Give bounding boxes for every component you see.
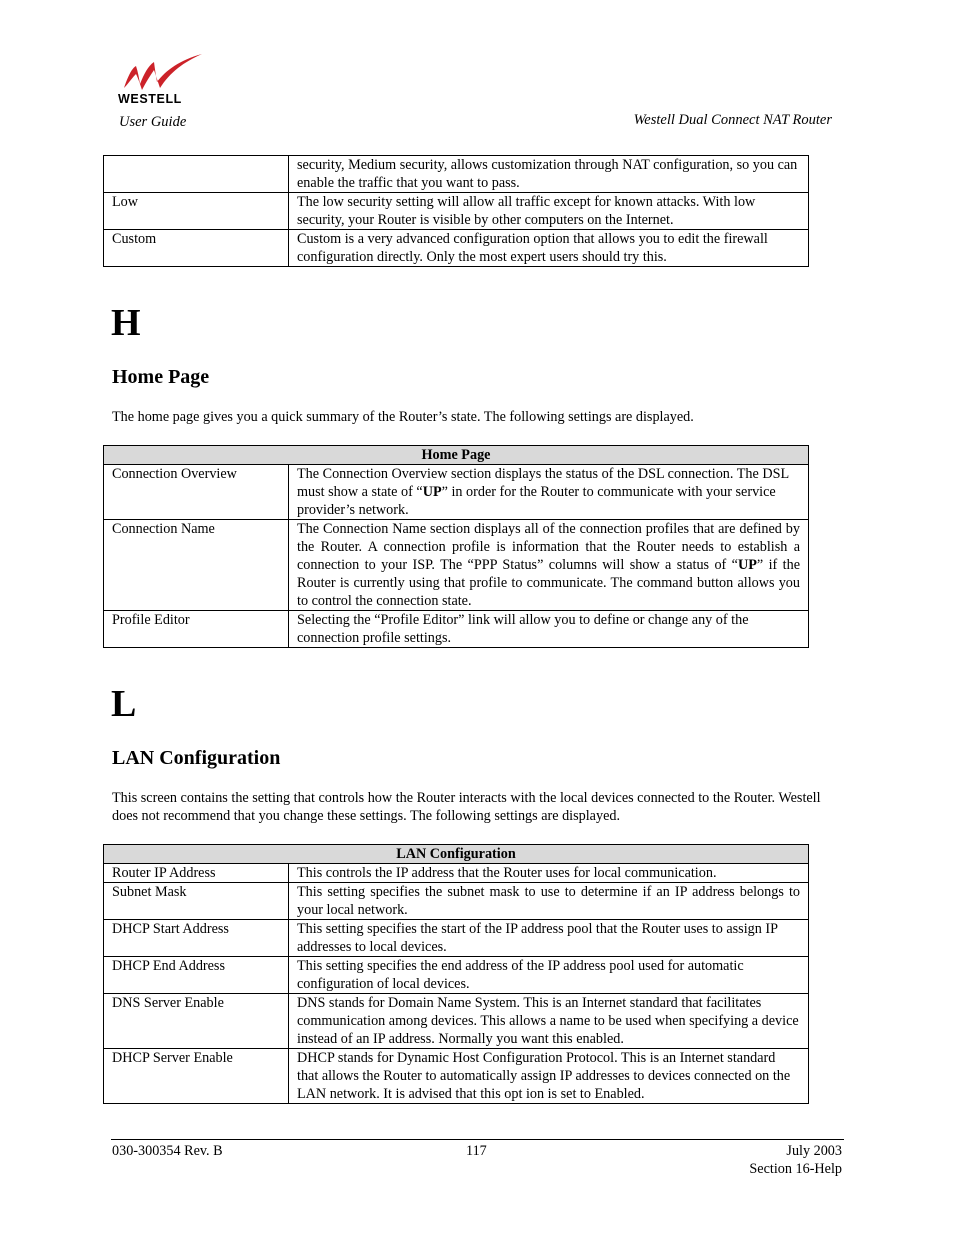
table-row <box>104 883 809 920</box>
footer-date: July 2003 <box>786 1143 842 1159</box>
table-row <box>104 611 809 648</box>
description-cell: This setting specifies the start of the IP address pool that the Router uses to assign IP addresses to local devices. <box>289 920 809 957</box>
description-cell: DHCP stands for Dynamic Host Configuration Protocol. This is an Internet standard that allows the Router to automatically assign IP addresses to devices connected on the LAN network. It is advised that this opt ion is set to Enabled. <box>289 1049 809 1104</box>
westell-logo <box>118 54 202 108</box>
lan-configuration-table <box>103 844 809 1104</box>
description-cell: The Connection Overview section displays the status of the DSL connection. The DSL must show a state of “UP” in order for the Router to communicate with your service provider’s network. <box>289 465 809 520</box>
header-product-name: Westell Dual Connect NAT Router <box>633 112 832 128</box>
table-row <box>104 994 809 1049</box>
footer-section: Section 16-Help <box>749 1161 842 1177</box>
table-row <box>104 465 809 520</box>
term-cell: DHCP End Address <box>104 957 289 994</box>
table-row <box>104 957 809 994</box>
security-table <box>103 155 809 267</box>
footer-page-number: 117 <box>466 1143 487 1159</box>
table-row <box>104 1049 809 1104</box>
section-letter-l: L <box>111 683 137 725</box>
term-cell: Profile Editor <box>104 611 289 648</box>
footer-doc-number: 030-300354 Rev. B <box>112 1143 223 1159</box>
footer-divider <box>111 1139 844 1140</box>
table-row <box>104 520 809 611</box>
lan-configuration-intro: This screen contains the setting that controls how the Router interacts with the local devices connected to the Router. Westell does not recommend that you change these settings. The following settings are displayed. <box>112 790 821 824</box>
description-cell: This controls the IP address that the Router uses for local communication. <box>289 864 809 883</box>
table-row <box>104 230 809 267</box>
term-cell: Low <box>104 193 289 230</box>
description-cell: security, Medium security, allows customization through NAT configuration, so you can enable the traffic that you want to pass. <box>289 156 809 193</box>
term-cell: DNS Server Enable <box>104 994 289 1049</box>
description-cell: Custom is a very advanced configuration option that allows you to edit the firewall configuration directly. Only the most expert users should try this. <box>289 230 809 267</box>
header-user-guide: User Guide <box>119 114 187 130</box>
table-row <box>104 864 809 883</box>
home-page-intro: The home page gives you a quick summary of the Router’s state. The following settings are displayed. <box>112 409 694 425</box>
term-cell: Router IP Address <box>104 864 289 883</box>
brand-name: WESTELL <box>118 92 182 106</box>
term-cell: DHCP Start Address <box>104 920 289 957</box>
description-cell: The low security setting will allow all traffic except for known attacks. With low security, your Router is visible by other computers on the Internet. <box>289 193 809 230</box>
description-cell: The Connection Name section displays all of the connection profiles that are defined by the Router. A connection profile is information that the Router needs to establish a connection to your ISP. The “PPP Status” columns will show a status of “UP” if the Router is currently using that profile to communicate. The command button allows you to control the connection state. <box>289 520 809 611</box>
table-header-row <box>104 845 809 864</box>
table-header: Home Page <box>104 446 809 465</box>
term-cell: Subnet Mask <box>104 883 289 920</box>
table-header-row <box>104 446 809 465</box>
description-cell: This setting specifies the end address of the IP address pool used for automatic configuration of local devices. <box>289 957 809 994</box>
term-cell: Connection Overview <box>104 465 289 520</box>
description-cell: Selecting the “Profile Editor” link will allow you to define or change any of the connection profile settings. <box>289 611 809 648</box>
term-cell: DHCP Server Enable <box>104 1049 289 1104</box>
description-cell: This setting specifies the subnet mask to use to determine if an IP address belongs to your local network. <box>289 883 809 920</box>
home-page-table <box>103 445 809 648</box>
term-cell: Connection Name <box>104 520 289 611</box>
section-title-lan-configuration: LAN Configuration <box>112 747 281 769</box>
description-cell: DNS stands for Domain Name System. This is an Internet standard that facilitates communication among devices. This allows a name to be used when specifying a device instead of an IP address. Normally you want this enabled. <box>289 994 809 1049</box>
table-row <box>104 193 809 230</box>
section-title-home-page: Home Page <box>112 366 210 388</box>
table-row <box>104 156 809 193</box>
section-letter-h: H <box>111 302 141 344</box>
term-cell <box>104 156 289 193</box>
westell-logo-mark <box>118 54 202 94</box>
table-row <box>104 920 809 957</box>
term-cell: Custom <box>104 230 289 267</box>
table-header: LAN Configuration <box>104 845 809 864</box>
